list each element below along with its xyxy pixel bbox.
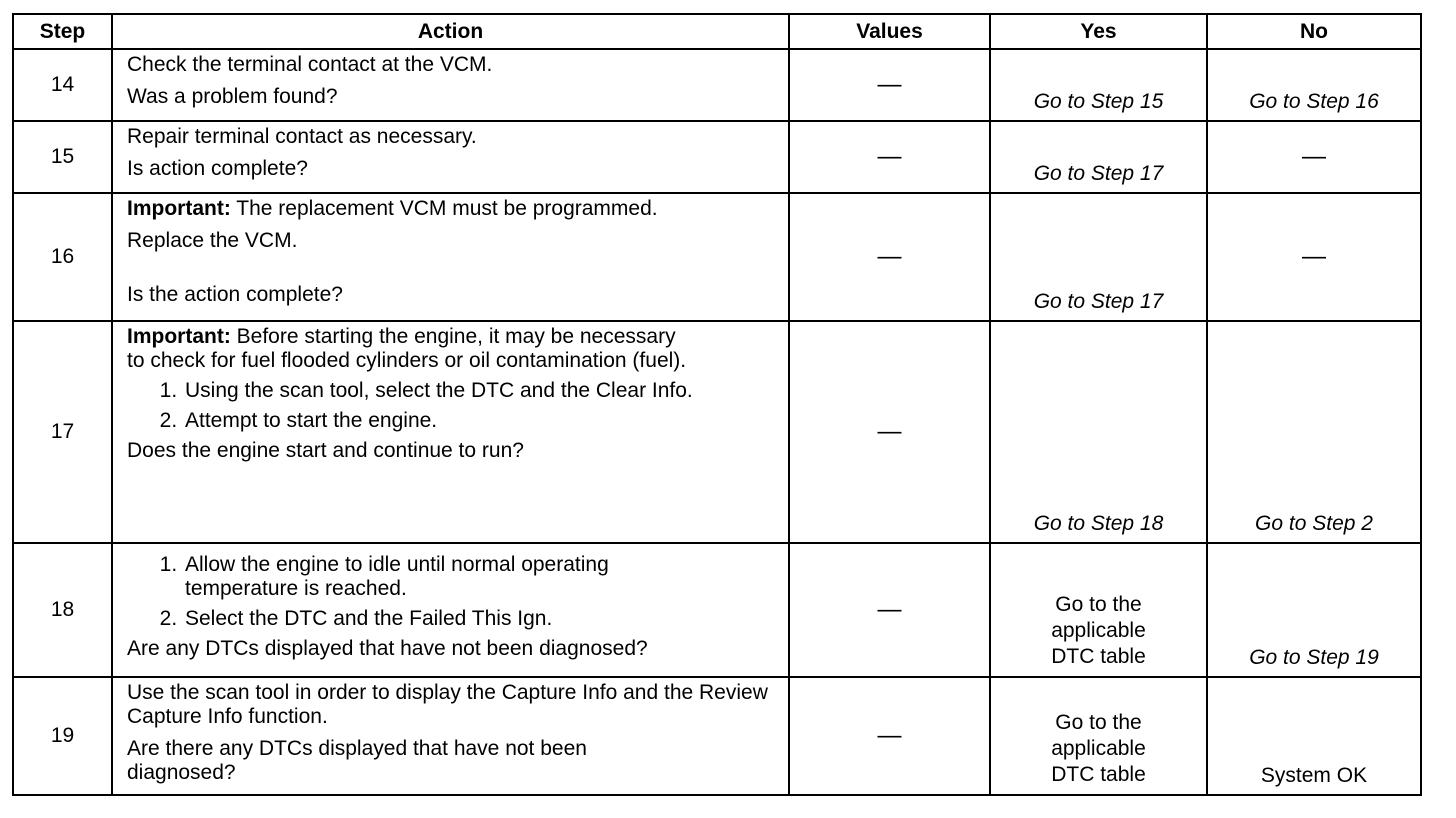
action-text: Replace the VCM. <box>127 229 298 252</box>
yes-text: Go to the applicable DTC table <box>1051 711 1146 786</box>
action-cell <box>112 677 789 795</box>
values-cell: — <box>789 321 990 543</box>
action-cell <box>112 321 789 543</box>
table-row-step-16 <box>13 193 1421 321</box>
header-yes: Yes <box>990 14 1207 49</box>
no-cell: Go to Step 16 <box>1207 49 1421 121</box>
table-row-step-17 <box>13 321 1421 543</box>
step-number: 15 <box>13 121 112 193</box>
action-question: Was a problem found? <box>127 85 338 108</box>
important-label: Important: <box>127 325 231 348</box>
table-row-step-18 <box>13 543 1421 677</box>
values-cell: — <box>789 193 990 321</box>
yes-cell: Go to Step 18 <box>990 321 1207 543</box>
yes-cell: Go to Step 17 <box>990 193 1207 321</box>
yes-cell: Go to Step 15 <box>990 49 1207 121</box>
no-cell: Go to Step 2 <box>1207 321 1421 543</box>
header-step: Step <box>13 14 112 49</box>
important-note <box>127 325 776 373</box>
substep-list <box>127 379 776 433</box>
action-cell <box>112 49 789 121</box>
action-text: Use the scan tool in order to display the Capture Info and the Review Capture Info function. <box>127 681 768 728</box>
action-question: Are there any DTCs displayed that have not been diagnosed? <box>127 737 587 784</box>
substep-list <box>127 553 776 631</box>
substep-item: 2. Select the DTC and the Failed This Ign. <box>183 607 716 631</box>
action-cell <box>112 121 789 193</box>
step-number: 14 <box>13 49 112 121</box>
yes-cell <box>990 543 1207 677</box>
table-row-step-14 <box>13 49 1421 121</box>
values-cell: — <box>789 677 990 795</box>
step-number: 19 <box>13 677 112 795</box>
substep-item: 1. Allow the engine to idle until normal operating temperature is reached. <box>183 553 716 601</box>
no-cell: — <box>1207 121 1421 193</box>
action-question: Are any DTCs displayed that have not been diagnosed? <box>127 637 648 660</box>
important-label: Important: <box>127 197 231 220</box>
action-text: Repair terminal contact as necessary. <box>127 125 477 148</box>
substep-item: 2. Attempt to start the engine. <box>183 409 696 433</box>
table-row-step-19 <box>13 677 1421 795</box>
action-cell <box>112 543 789 677</box>
substep-item: 1. Using the scan tool, select the DTC and the Clear Info. <box>183 379 696 403</box>
action-question: Is the action complete? <box>127 283 343 306</box>
yes-cell: Go to Step 17 <box>990 121 1207 193</box>
action-question: Does the engine start and continue to run? <box>127 439 524 462</box>
header-action: Action <box>112 14 789 49</box>
step-number: 17 <box>13 321 112 543</box>
yes-cell <box>990 677 1207 795</box>
action-question: Is action complete? <box>127 157 308 180</box>
values-cell: — <box>789 543 990 677</box>
table-row-step-15 <box>13 121 1421 193</box>
step-number: 16 <box>13 193 112 321</box>
no-cell: — <box>1207 193 1421 321</box>
step-number: 18 <box>13 543 112 677</box>
no-cell: System OK <box>1207 677 1421 795</box>
no-cell: Go to Step 19 <box>1207 543 1421 677</box>
header-no: No <box>1207 14 1421 49</box>
important-text: The replacement VCM must be programmed. <box>230 197 658 220</box>
diagnostic-table <box>12 13 1422 796</box>
important-note <box>127 197 776 221</box>
important-text: Before starting the engine, it may be necessary to check for fuel flooded cylinders or oil contamination (fuel). <box>127 325 687 372</box>
yes-text: Go to the applicable DTC table <box>1051 593 1146 668</box>
action-text: Check the terminal contact at the VCM. <box>127 53 493 76</box>
values-cell: — <box>789 121 990 193</box>
action-cell <box>112 193 789 321</box>
header-row <box>13 14 1421 49</box>
values-cell: — <box>789 49 990 121</box>
header-values: Values <box>789 14 990 49</box>
